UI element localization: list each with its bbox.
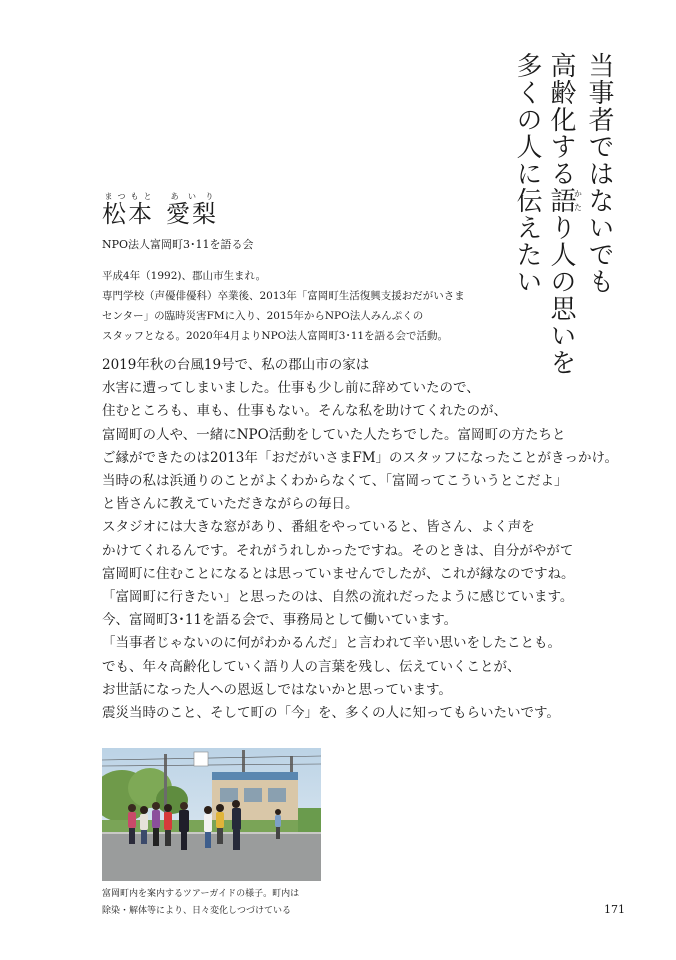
body-line: 富岡町の人や、一緒にNPO活動をしていた人たちでした。富岡町の方たちと <box>102 426 566 443</box>
body-line: 「当事者じゃないのに何がわかるんだ」と言われて辛い思いをしたことも。 <box>102 635 561 652</box>
author-name: 松本まつもと愛梨あいり <box>102 192 218 228</box>
author-affiliation: NPO法人富岡町3･11を語る会 <box>102 238 254 251</box>
body-line: スタジオには大きな窓があり、番組をやっていると、皆さん、よく声を <box>102 519 535 536</box>
bio-line: センター」の臨時災害FMに入り、2015年からNPO法人みんぷくの <box>102 310 424 322</box>
body-line: 震災当時のこと、そして町の「今」を、多くの人に知ってもらいたいです。 <box>102 705 560 722</box>
title-line-3: 多くの人に伝えたい <box>512 52 542 295</box>
body-line: 住むところも、車も、仕事もない。そんな私を助けてくれたのが、 <box>102 403 507 420</box>
body-line: と皆さんに教えていただきながらの毎日。 <box>102 496 359 513</box>
title-line-1: 当事者ではないでも <box>584 52 614 295</box>
body-line: かけてくれるんです。それがうれしかったですね。そのときは、自分がやがて <box>102 542 574 559</box>
article-title <box>510 52 616 376</box>
photo-caption <box>102 886 299 920</box>
tour-photo <box>102 748 321 881</box>
page-number: 171 <box>604 903 625 916</box>
body-line: 水害に遭ってしまいました。仕事も少し前に辞めていたので、 <box>102 380 480 397</box>
article-body <box>102 354 622 725</box>
bio-line: 専門学校（声優俳優科）卒業後、2013年「富岡町生活復興支援おだがいさま <box>102 290 465 302</box>
body-line: でも、年々高齢化していく語り人の言葉を残し、伝えていくことが、 <box>102 658 521 675</box>
body-line: 今、富岡町3･11を語る会で、事務局として働いています。 <box>102 612 458 629</box>
body-line: 2019年秋の台風19号で、私の郡山市の家は <box>102 357 370 373</box>
body-line: 当時の私は浜通りのことがよくわからなくて、「富岡ってこういうとこだよ」 <box>102 473 568 490</box>
author-bio <box>102 266 482 346</box>
tour-photo-illustration <box>102 748 321 881</box>
caption-line: 富岡町内を案内するツアーガイドの様子。町内は <box>102 889 300 899</box>
body-line: ご縁ができたのは2013年「おだがいさまFM」のスタッフになったことがきっかけ。 <box>102 449 619 466</box>
body-line: お世話になった人への恩返しではないかと思っています。 <box>102 681 452 698</box>
bio-line: 平成4年（1992)、郡山市生まれ。 <box>102 270 267 282</box>
bio-line: スタッフとなる。2020年4月よりNPO法人富岡町3･11を語る会で活動。 <box>102 330 449 342</box>
body-line: 富岡町に住むことになるとは思っていませんでしたが、これが縁なのですね。 <box>102 565 575 582</box>
body-line: 「富岡町に行きたい」と思ったのは、自然の流れだったように感じています。 <box>102 589 574 606</box>
title-line-2: 高齢化する語かたり人の思いを <box>546 52 583 376</box>
caption-line: 除染・解体等により、日々変化しつづけている <box>102 906 292 916</box>
